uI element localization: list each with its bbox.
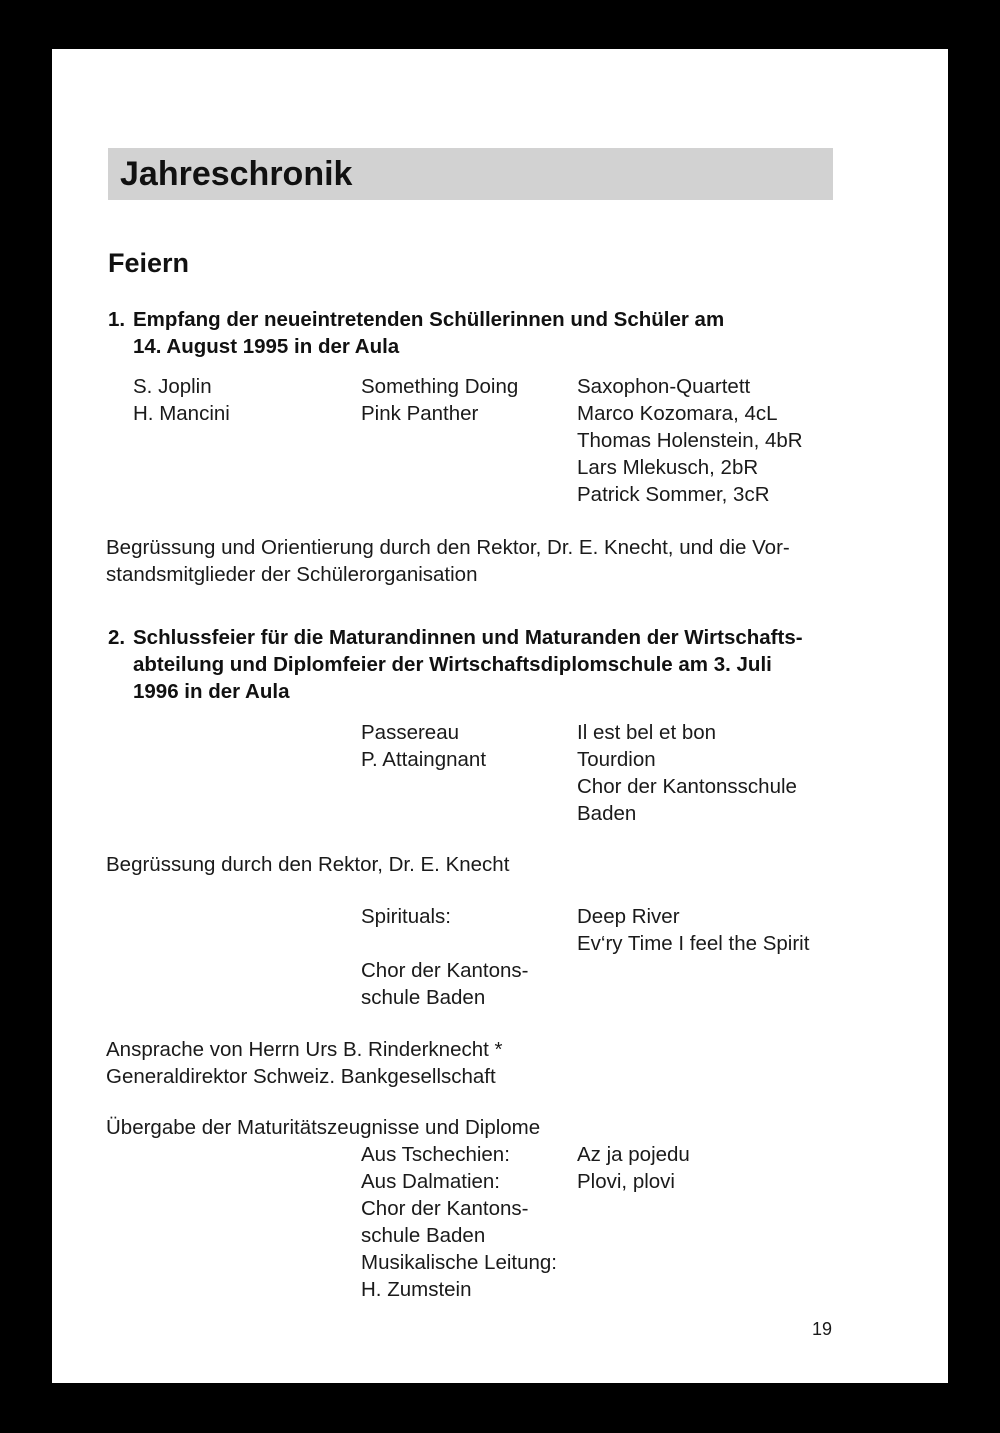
item1-note-line2: standsmitglieder der Schülerorganisation — [106, 563, 478, 586]
item2-number: 2. — [108, 626, 126, 649]
item1-piece: Pink Panther — [361, 402, 479, 425]
final-label: Aus Tschechien: — [361, 1143, 510, 1166]
choir-line2: schule Baden — [361, 986, 486, 1009]
choir-line1: Chor der Kantons- — [361, 959, 529, 982]
final-label: schule Baden — [361, 1224, 486, 1247]
item1-note-line1: Begrüssung und Orientierung durch den Rektor, Dr. E. Knecht, und die Vor- — [106, 536, 790, 559]
handover-text: Übergabe der Maturitätszeugnisse und Diplome — [106, 1116, 541, 1139]
final-label: Musikalische Leitung: — [361, 1251, 557, 1274]
final-song: Plovi, plovi — [577, 1170, 675, 1193]
item2-greeting: Begrüssung durch den Rektor, Dr. E. Knecht — [106, 853, 510, 876]
item1-title-line2: 14. August 1995 in der Aula — [133, 335, 400, 358]
item1-performer: Patrick Sommer, 3cR — [577, 483, 770, 506]
item1-composer: H. Mancini — [133, 402, 230, 425]
item2-title-line2: abteilung und Diplomfeier der Wirtschaftsdiplomschule am 3. Juli — [133, 653, 772, 676]
item2-title-line3: 1996 in der Aula — [133, 680, 290, 703]
spirituals-label: Spirituals: — [361, 905, 452, 928]
item1-title-line1: Empfang der neueintretenden Schüllerinnen und Schüler am — [133, 308, 725, 331]
page-title: Jahreschronik — [120, 155, 353, 193]
item1-performer: Marco Kozomara, 4cL — [577, 402, 778, 425]
item2-composer: Passereau — [361, 721, 460, 744]
item1-performer: Thomas Holenstein, 4bR — [577, 429, 803, 452]
speech-line1: Ansprache von Herrn Urs B. Rinderknecht * — [106, 1038, 503, 1061]
document-page — [52, 49, 948, 1383]
final-label: Aus Dalmatien: — [361, 1170, 501, 1193]
page-number: 19 — [812, 1319, 833, 1339]
section-title: Feiern — [108, 248, 190, 278]
item1-number: 1. — [108, 308, 126, 331]
item1-performer: Lars Mlekusch, 2bR — [577, 456, 759, 479]
item2-performer: Baden — [577, 802, 637, 825]
item2-title-line1: Schlussfeier für die Maturandinnen und Maturanden der Wirtschafts- — [133, 626, 803, 649]
final-label: H. Zumstein — [361, 1278, 472, 1301]
final-song: Az ja pojedu — [577, 1143, 690, 1166]
item1-piece: Something Doing — [361, 375, 519, 398]
final-label: Chor der Kantons- — [361, 1197, 529, 1220]
item2-performer: Chor der Kantonsschule — [577, 775, 797, 798]
item2-composer: P. Attaingnant — [361, 748, 487, 771]
item1-performer: Saxophon-Quartett — [577, 375, 751, 398]
spiritual-song: Deep River — [577, 905, 680, 928]
chronicle-banner — [108, 148, 833, 200]
item1-composer: S. Joplin — [133, 375, 212, 398]
speech-line2: Generaldirektor Schweiz. Bankgesellschaft — [106, 1065, 496, 1088]
spiritual-song: Ev‘ry Time I feel the Spirit — [577, 932, 810, 955]
item2-piece: Tourdion — [577, 748, 656, 771]
item2-piece: Il est bel et bon — [577, 721, 717, 744]
